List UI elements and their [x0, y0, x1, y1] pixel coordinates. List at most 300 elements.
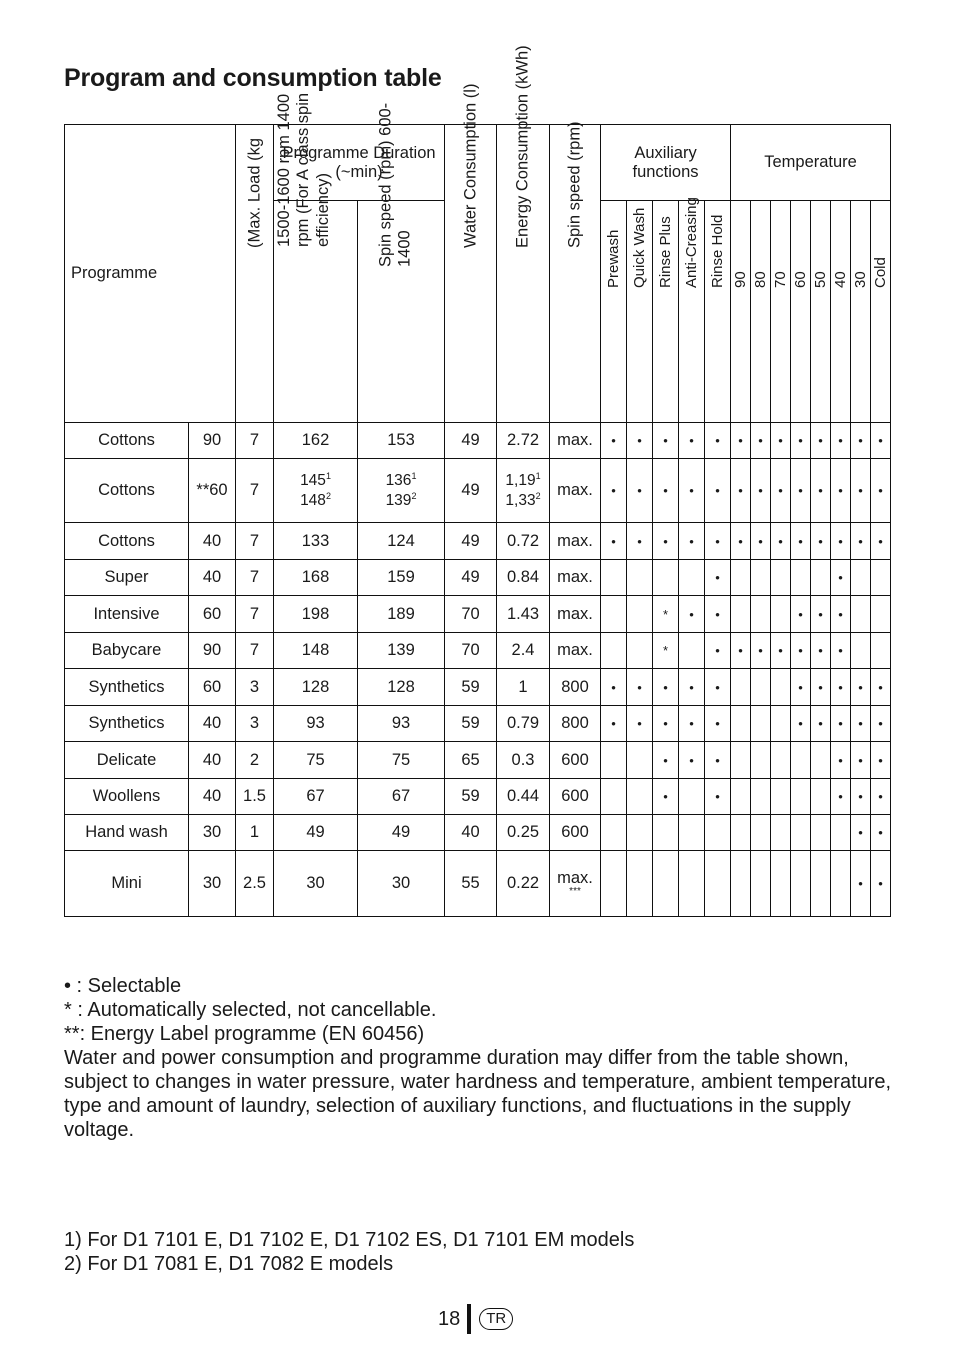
legend	[64, 974, 894, 1142]
temp-mark: •	[811, 669, 831, 706]
temp-mark	[731, 596, 751, 633]
temp-mark: •	[771, 523, 791, 560]
aux-mark: •	[705, 423, 731, 459]
temp-mark	[871, 596, 891, 633]
duration-a: 67	[274, 779, 358, 815]
duration-a: 198	[274, 596, 358, 633]
temp-mark: •	[851, 742, 871, 779]
temp-mark: •	[831, 560, 851, 596]
aux-mark: •	[705, 669, 731, 706]
temp-mark: •	[831, 742, 851, 779]
aux-mark: •	[601, 523, 627, 560]
aux-mark: •	[705, 596, 731, 633]
duration-b-header: Spin speed (rpm) 600-1400	[358, 201, 445, 423]
aux-mark: •	[601, 706, 627, 742]
energy-consumption: 0.22	[497, 851, 550, 917]
max-load: 3	[236, 669, 274, 706]
temp-mark	[791, 851, 811, 917]
temp-mark: •	[851, 706, 871, 742]
programme-name: Babycare	[65, 633, 189, 669]
temp-mark	[831, 815, 851, 851]
aux-mark	[679, 815, 705, 851]
aux-mark: •	[627, 669, 653, 706]
max-load: 7	[236, 560, 274, 596]
temp-mark: •	[871, 742, 891, 779]
table-row	[65, 596, 891, 633]
temp-mark	[731, 706, 751, 742]
aux-mark	[627, 779, 653, 815]
temp-mark: •	[791, 706, 811, 742]
spin-speed: 600	[550, 815, 601, 851]
aux-mark: •	[601, 669, 627, 706]
aux-mark: •	[705, 779, 731, 815]
spin-speed: max.	[550, 523, 601, 560]
aux-mark	[679, 560, 705, 596]
aux-mark	[627, 560, 653, 596]
energy-consumption: 0.72	[497, 523, 550, 560]
temp-30-header: 30	[851, 201, 871, 423]
aux-mark: •	[679, 706, 705, 742]
spin-speed: 800	[550, 669, 601, 706]
max-load-header: (Max. Load (kg	[236, 125, 274, 423]
aux-mark	[705, 851, 731, 917]
aux-mark: *	[653, 633, 679, 669]
legend-auto: * : Automatically selected, not cancellable.	[64, 999, 437, 1021]
temp-mark	[791, 560, 811, 596]
temp-mark: •	[831, 459, 851, 523]
temp-mark: •	[831, 706, 851, 742]
programme-temp: 40	[189, 779, 236, 815]
temp-mark	[751, 596, 771, 633]
aux-anticreasing-header: Anti-Creasing	[679, 201, 705, 423]
aux-mark	[627, 596, 653, 633]
temp-mark: •	[831, 423, 851, 459]
aux-mark: •	[601, 423, 627, 459]
aux-mark: •	[679, 669, 705, 706]
duration-b: 30	[358, 851, 445, 917]
water-consumption: 49	[445, 560, 497, 596]
temp-mark: •	[791, 669, 811, 706]
max-load: 7	[236, 459, 274, 523]
programme-name: Super	[65, 560, 189, 596]
programme-temp: 30	[189, 815, 236, 851]
aux-mark	[679, 633, 705, 669]
programme-temp: 90	[189, 423, 236, 459]
aux-rinsehold-header: Rinse Hold	[705, 201, 731, 423]
aux-mark	[705, 815, 731, 851]
aux-mark	[653, 851, 679, 917]
energy-consumption: 1,19$^1$ 1,33$^2$	[497, 459, 550, 523]
duration-a: 75	[274, 742, 358, 779]
table-row	[65, 742, 891, 779]
aux-mark	[601, 851, 627, 917]
temp-mark	[751, 815, 771, 851]
aux-mark: *	[653, 596, 679, 633]
aux-mark	[601, 815, 627, 851]
temp-mark: •	[871, 423, 891, 459]
temp-mark: •	[851, 851, 871, 917]
temp-mark: •	[771, 423, 791, 459]
duration-a: 162	[274, 423, 358, 459]
temp-mark: •	[871, 851, 891, 917]
temp-mark: •	[811, 423, 831, 459]
spin-speed: max.	[550, 459, 601, 523]
temp-cold-header: Cold	[871, 201, 891, 423]
footer-divider	[467, 1304, 471, 1334]
temp-mark: •	[751, 523, 771, 560]
aux-mark	[601, 560, 627, 596]
duration-b: 153	[358, 423, 445, 459]
aux-mark: •	[679, 742, 705, 779]
programme-name: Synthetics	[65, 706, 189, 742]
table-row	[65, 633, 891, 669]
table-row	[65, 706, 891, 742]
aux-mark: •	[653, 742, 679, 779]
temp-mark	[811, 560, 831, 596]
temp-mark	[751, 851, 771, 917]
water-consumption: 59	[445, 669, 497, 706]
aux-rinseplus-header: Rinse Plus	[653, 201, 679, 423]
temp-mark: •	[791, 596, 811, 633]
aux-mark	[653, 560, 679, 596]
aux-group-header: Auxiliary functions	[601, 125, 731, 201]
temp-90-header: 90	[731, 201, 751, 423]
aux-mark	[601, 779, 627, 815]
temp-mark	[851, 633, 871, 669]
aux-mark	[653, 815, 679, 851]
duration-group-header: Programme Duration (~min)	[274, 125, 445, 201]
temp-mark	[771, 779, 791, 815]
aux-mark: •	[601, 459, 627, 523]
temp-mark	[871, 633, 891, 669]
duration-a: 30	[274, 851, 358, 917]
duration-a: 93	[274, 706, 358, 742]
max-load: 3	[236, 706, 274, 742]
language-badge: TR	[479, 1308, 513, 1330]
programme-temp: 40	[189, 523, 236, 560]
max-load: 7	[236, 523, 274, 560]
max-load: 1.5	[236, 779, 274, 815]
water-consumption: 59	[445, 706, 497, 742]
aux-mark: •	[679, 459, 705, 523]
duration-a: 148	[274, 633, 358, 669]
energy-consumption: 1	[497, 669, 550, 706]
temp-mark	[751, 669, 771, 706]
aux-mark: •	[679, 423, 705, 459]
aux-mark: •	[627, 523, 653, 560]
programme-temp: 60	[189, 669, 236, 706]
duration-b: 49	[358, 815, 445, 851]
temp-mark: •	[831, 523, 851, 560]
programme-temp: 40	[189, 742, 236, 779]
temp-mark: •	[871, 523, 891, 560]
temp-mark: •	[851, 459, 871, 523]
temp-mark: •	[811, 706, 831, 742]
temp-mark: •	[831, 633, 851, 669]
disclaimer-text: Water and power consumption and programme duration may differ from the table shown, subject to changes in water pressure, water hardness and temperature, ambient temperature, type and amount of laundry, selection of auxiliary functions, and fluctuations in the supply voltage.	[64, 1047, 892, 1141]
temp-mark: •	[811, 633, 831, 669]
programme-temp: **60	[189, 459, 236, 523]
aux-mark	[679, 851, 705, 917]
temp-mark	[771, 815, 791, 851]
spin-speed: 600	[550, 779, 601, 815]
table-row	[65, 815, 891, 851]
temp-mark	[811, 742, 831, 779]
water-consumption: 49	[445, 523, 497, 560]
aux-mark	[627, 742, 653, 779]
temp-mark: •	[731, 523, 751, 560]
programme-name: Mini	[65, 851, 189, 917]
temp-mark: •	[871, 669, 891, 706]
aux-mark	[601, 596, 627, 633]
spin-speed: max.	[550, 423, 601, 459]
temp-mark	[811, 779, 831, 815]
aux-mark	[627, 851, 653, 917]
temp-80-header: 80	[751, 201, 771, 423]
aux-mark	[679, 779, 705, 815]
table-row	[65, 523, 891, 560]
temp-mark	[751, 779, 771, 815]
temp-mark	[871, 560, 891, 596]
footnote-1: 1) For D1 7101 E, D1 7102 E, D1 7102 ES, D1 7101 EM models	[64, 1229, 635, 1251]
aux-quickwash-header: Quick Wash	[627, 201, 653, 423]
temp-mark: •	[791, 423, 811, 459]
max-load: 7	[236, 596, 274, 633]
duration-a-header: 1500-1600 rpm 1400 rpm (For A class spin efficiency)	[274, 201, 358, 423]
page-footer	[438, 1303, 513, 1335]
water-consumption: 70	[445, 596, 497, 633]
aux-mark: •	[627, 706, 653, 742]
temp-mark: •	[811, 596, 831, 633]
temp-mark	[771, 706, 791, 742]
energy-consumption: 2.4	[497, 633, 550, 669]
table-row	[65, 560, 891, 596]
aux-mark: •	[705, 459, 731, 523]
temp-mark	[731, 742, 751, 779]
table-row	[65, 851, 891, 917]
temp-mark: •	[871, 706, 891, 742]
temp-mark: •	[731, 423, 751, 459]
footnote-2: 2) For D1 7081 E, D1 7082 E models	[64, 1253, 394, 1275]
aux-mark: •	[653, 669, 679, 706]
temp-40-header: 40	[831, 201, 851, 423]
page-title: Program and consumption table	[64, 64, 442, 92]
aux-mark: •	[653, 706, 679, 742]
aux-mark: •	[679, 523, 705, 560]
energy-consumption: 0.25	[497, 815, 550, 851]
aux-mark: •	[705, 523, 731, 560]
energy-consumption: 0.84	[497, 560, 550, 596]
energy-consumption: 0.3	[497, 742, 550, 779]
programme-temp: 30	[189, 851, 236, 917]
energy-consumption: 0.79	[497, 706, 550, 742]
aux-mark: •	[653, 523, 679, 560]
max-load: 7	[236, 423, 274, 459]
temp-mark: •	[811, 523, 831, 560]
programme-header: Programme	[65, 125, 236, 423]
duration-a: $145^1$ $148^2$	[274, 459, 358, 523]
legend-selectable: • : Selectable	[64, 975, 182, 997]
aux-mark: •	[705, 706, 731, 742]
temp-mark	[771, 669, 791, 706]
temp-mark	[791, 742, 811, 779]
temp-mark	[851, 560, 871, 596]
water-consumption: 65	[445, 742, 497, 779]
duration-a: 49	[274, 815, 358, 851]
duration-b: 159	[358, 560, 445, 596]
table-row	[65, 779, 891, 815]
spin-speed: max.	[550, 560, 601, 596]
aux-mark: •	[679, 596, 705, 633]
temp-60-header: 60	[791, 201, 811, 423]
max-load: 2.5	[236, 851, 274, 917]
aux-mark	[627, 633, 653, 669]
spin-speed: 600	[550, 742, 601, 779]
water-consumption: 59	[445, 779, 497, 815]
duration-b: $136^1$ $139^2$	[358, 459, 445, 523]
programme-name: Cottons	[65, 459, 189, 523]
table-row	[65, 669, 891, 706]
energy-header: Energy Consumption (kWh)	[497, 125, 550, 423]
duration-b: 139	[358, 633, 445, 669]
programme-name: Synthetics	[65, 669, 189, 706]
temp-mark: •	[731, 459, 751, 523]
duration-b: 75	[358, 742, 445, 779]
temp-mark	[731, 669, 751, 706]
programme-name: Woollens	[65, 779, 189, 815]
water-consumption: 49	[445, 423, 497, 459]
temp-mark	[731, 815, 751, 851]
aux-mark	[601, 742, 627, 779]
temp-mark	[771, 560, 791, 596]
temp-mark	[771, 742, 791, 779]
temp-mark: •	[751, 459, 771, 523]
duration-b: 189	[358, 596, 445, 633]
duration-b: 67	[358, 779, 445, 815]
temp-mark: •	[751, 633, 771, 669]
temp-mark: •	[791, 459, 811, 523]
temp-mark: •	[851, 523, 871, 560]
temp-mark: •	[771, 633, 791, 669]
water-consumption: 40	[445, 815, 497, 851]
aux-mark: •	[705, 560, 731, 596]
temp-mark: •	[851, 423, 871, 459]
temp-mark: •	[751, 423, 771, 459]
temp-50-header: 50	[811, 201, 831, 423]
programme-name: Cottons	[65, 423, 189, 459]
temp-mark	[751, 706, 771, 742]
aux-mark	[627, 815, 653, 851]
water-consumption: 55	[445, 851, 497, 917]
water-header: Water Consumption (l)	[445, 125, 497, 423]
temp-mark: •	[811, 459, 831, 523]
spin-speed: 800	[550, 706, 601, 742]
temp-mark	[771, 851, 791, 917]
temp-mark: •	[791, 633, 811, 669]
energy-consumption: 0.44	[497, 779, 550, 815]
spin-speed: max.	[550, 633, 601, 669]
water-consumption: 70	[445, 633, 497, 669]
temp-mark	[751, 742, 771, 779]
max-load: 1	[236, 815, 274, 851]
temp-mark	[771, 596, 791, 633]
aux-mark: •	[627, 423, 653, 459]
max-load: 7	[236, 633, 274, 669]
table-row	[65, 459, 891, 523]
temp-mark: •	[851, 815, 871, 851]
temp-mark: •	[771, 459, 791, 523]
duration-b: 124	[358, 523, 445, 560]
aux-mark: •	[653, 459, 679, 523]
temp-mark	[791, 815, 811, 851]
temp-mark: •	[871, 815, 891, 851]
temp-mark: •	[831, 596, 851, 633]
water-consumption: 49	[445, 459, 497, 523]
programme-name: Delicate	[65, 742, 189, 779]
duration-b: 128	[358, 669, 445, 706]
programme-temp: 40	[189, 560, 236, 596]
model-footnotes	[64, 1228, 894, 1276]
duration-b: 93	[358, 706, 445, 742]
duration-a: 128	[274, 669, 358, 706]
programme-name: Hand wash	[65, 815, 189, 851]
temp-mark: •	[831, 669, 851, 706]
temp-mark: •	[871, 779, 891, 815]
page-number: 18	[438, 1307, 461, 1330]
temp-70-header: 70	[771, 201, 791, 423]
temp-mark	[811, 815, 831, 851]
temp-mark	[831, 851, 851, 917]
temp-mark	[731, 560, 751, 596]
aux-mark: •	[653, 779, 679, 815]
energy-consumption: 1.43	[497, 596, 550, 633]
aux-mark: •	[705, 742, 731, 779]
spin-header: Spin speed (rpm)	[550, 125, 601, 423]
temp-mark: •	[731, 633, 751, 669]
aux-mark: •	[705, 633, 731, 669]
duration-a: 133	[274, 523, 358, 560]
aux-mark: •	[627, 459, 653, 523]
temp-mark	[751, 560, 771, 596]
programme-name: Intensive	[65, 596, 189, 633]
programme-temp: 60	[189, 596, 236, 633]
temp-mark	[811, 851, 831, 917]
legend-energy-label: **: Energy Label programme (EN 60456)	[64, 1023, 425, 1045]
programme-name: Cottons	[65, 523, 189, 560]
temp-mark: •	[851, 669, 871, 706]
aux-mark	[601, 633, 627, 669]
temp-mark	[731, 851, 751, 917]
programme-temp: 90	[189, 633, 236, 669]
temp-mark: •	[791, 523, 811, 560]
temperature-group-header: Temperature	[731, 125, 891, 201]
spin-speed: max.	[550, 596, 601, 633]
table-row	[65, 423, 891, 459]
temp-mark	[731, 779, 751, 815]
temp-mark	[791, 779, 811, 815]
temp-mark: •	[871, 459, 891, 523]
aux-mark: •	[653, 423, 679, 459]
duration-a: 168	[274, 560, 358, 596]
temp-mark	[851, 596, 871, 633]
energy-consumption: 2.72	[497, 423, 550, 459]
programme-temp: 40	[189, 706, 236, 742]
max-load: 2	[236, 742, 274, 779]
temp-mark: •	[851, 779, 871, 815]
spin-speed: max. ***	[550, 851, 601, 917]
aux-prewash-header: Prewash	[601, 201, 627, 423]
temp-mark: •	[831, 779, 851, 815]
